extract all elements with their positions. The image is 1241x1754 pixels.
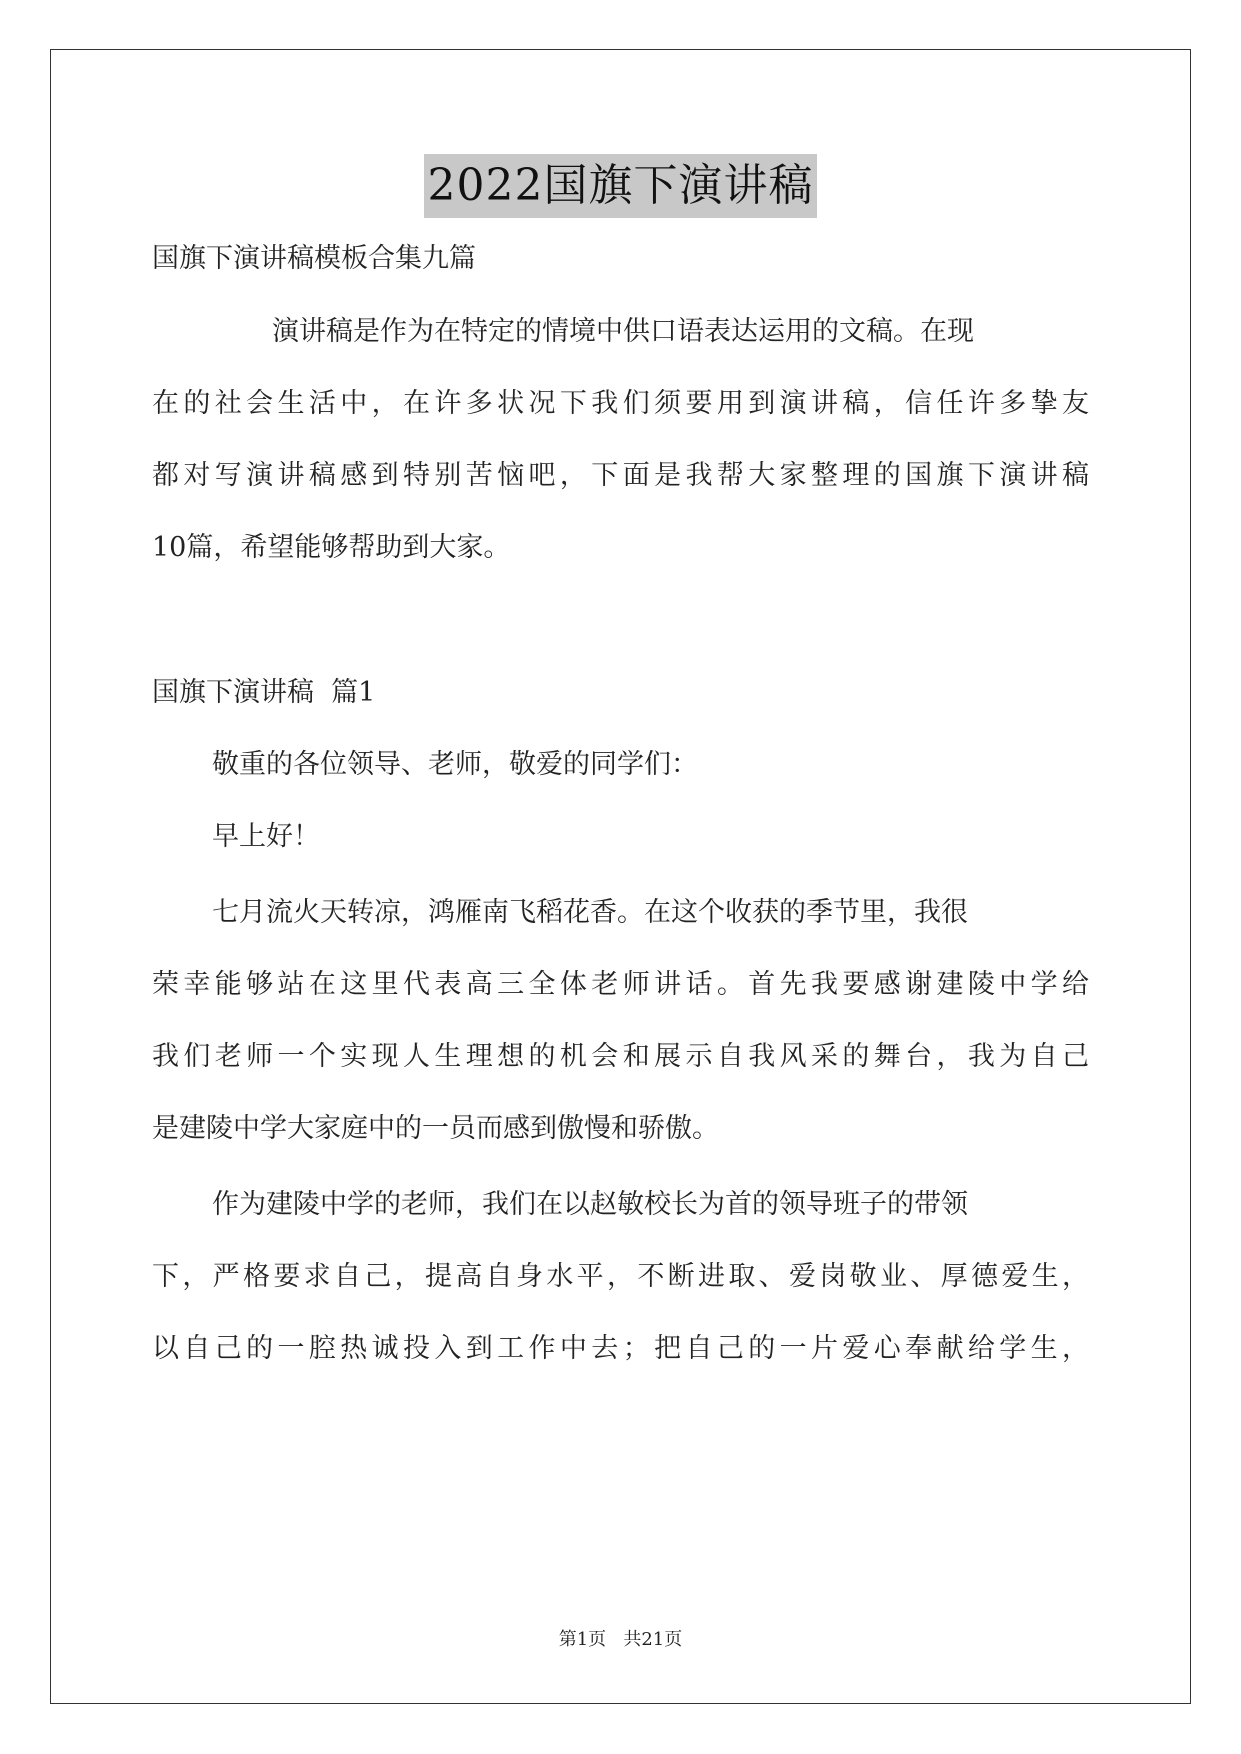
document-subtitle: 国旗下演讲稿模板合集九篇: [152, 243, 476, 274]
section-heading: 国旗下演讲稿 篇1: [152, 677, 376, 708]
intro-line: 在的社会生活中，在许多状况下我们须要用到演讲稿，信任许多挚友: [152, 388, 1089, 419]
title-container: [0, 154, 1241, 218]
page-footer: 第1页 共21页: [558, 1629, 683, 1650]
paragraph-line: 以自己的一腔热诚投入到工作中去；把自己的一片爱心奉献给学生，: [152, 1333, 1089, 1364]
paragraph-line: 是建陵中学大家庭中的一员而感到傲慢和骄傲。: [152, 1113, 719, 1144]
greeting: 早上好！: [212, 821, 320, 852]
paragraph-line: 下，严格要求自己，提高自身水平，不断进取、爱岗敬业、厚德爱生，: [152, 1261, 1089, 1292]
page-border: [50, 49, 1191, 1704]
intro-line: 都对写演讲稿感到特别苦恼吧，下面是我帮大家整理的国旗下演讲稿: [152, 460, 1089, 491]
intro-line: 10篇，希望能够帮助到大家。: [152, 532, 511, 563]
salutation: 敬重的各位领导、老师，敬爱的同学们：: [212, 749, 698, 780]
document-title: 2022国旗下演讲稿: [424, 154, 818, 218]
paragraph-line: 七月流火天转凉，鸿雁南飞稻花香。在这个收获的季节里，我很: [212, 897, 968, 928]
paragraph-line: 我们老师一个实现人生理想的机会和展示自我风采的舞台，我为自己: [152, 1041, 1089, 1072]
intro-line: 演讲稿是作为在特定的情境中供口语表达运用的文稿。在现: [272, 316, 974, 347]
paragraph-line: 作为建陵中学的老师，我们在以赵敏校长为首的领导班子的带领: [212, 1189, 968, 1220]
paragraph-line: 荣幸能够站在这里代表高三全体老师讲话。首先我要感谢建陵中学给: [152, 969, 1089, 1000]
